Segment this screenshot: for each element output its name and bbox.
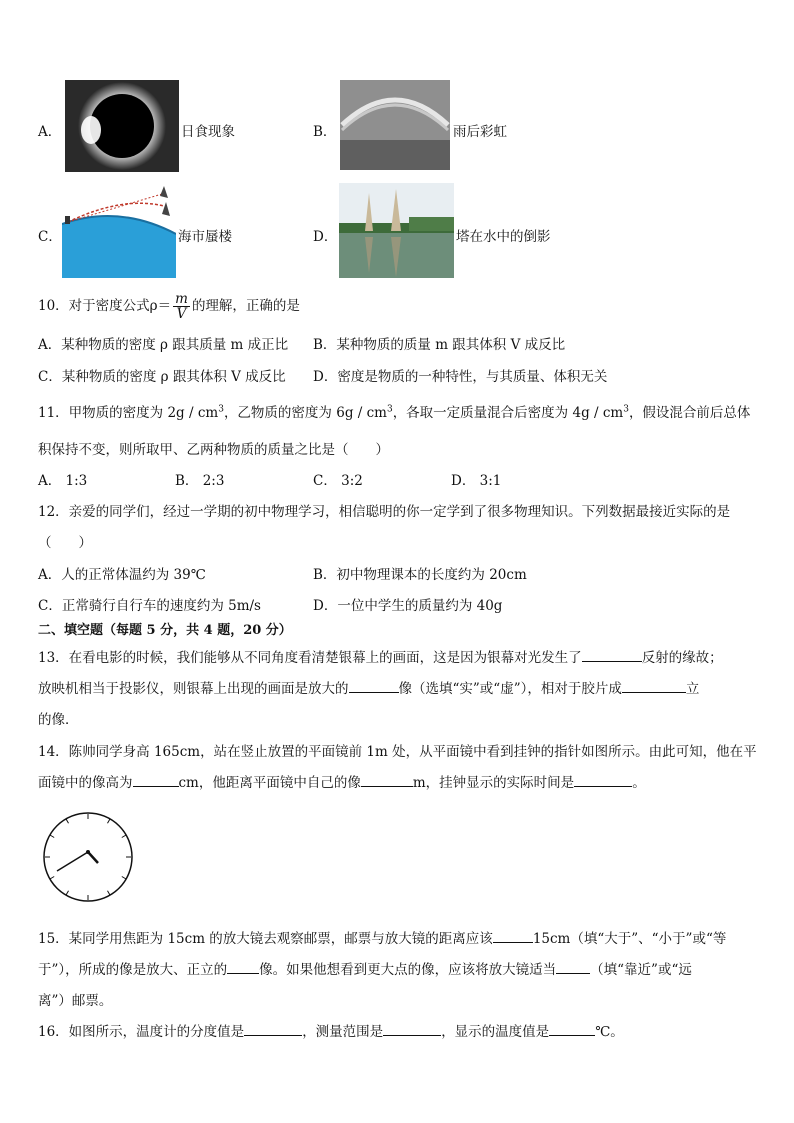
q14-text-2b: cm，他距离平面镜中自己的像 [178,775,361,791]
q13-text-1b: 反射的缘故； [641,650,723,666]
q14-text-2c: m，挂钟显示的实际时间是 [412,775,575,791]
question-13-line2 [38,677,699,697]
fraction-denominator: V [176,306,187,322]
q15-blank-1[interactable] [493,928,533,943]
q15-blank-2[interactable] [227,959,259,974]
q11-text-a: 11．甲物质的密度为 2g / cm [38,405,219,421]
q14-blank-3[interactable] [574,772,632,787]
q13-blank-3[interactable] [622,678,686,693]
tower-reflection-image [339,183,454,278]
option-d-label: 塔在水中的倒影 [456,229,551,245]
q15-text-2c: （填“靠近”或“远 [590,962,692,978]
q12-option-d: D．一位中学生的质量约为 40g [313,598,503,614]
q10-option-d: D．密度是物质的一种特性，与其质量、体积无关 [313,369,608,385]
question-12-stem-line2: （ ） [38,535,92,551]
q15-blank-3[interactable] [556,959,590,974]
option-b-letter: B． [313,124,337,140]
option-a-letter: A． [38,124,62,140]
q12-option-c: C．正常骑行自行车的速度约为 5m/s [38,598,261,614]
q10-prefix: 10．对于密度公式ρ＝ [38,298,172,314]
q13-blank-1[interactable] [582,647,642,662]
solar-eclipse-image [65,80,179,172]
question-15-line1 [38,927,726,947]
q15-text-2a: 于”），所成的像是放大、正立的 [38,962,228,978]
q16-text-b: ，测量范围是 [302,1024,384,1040]
q16-blank-2[interactable] [383,1021,441,1036]
q14-text-2a: 面镜中的像高为 [38,775,133,791]
q10-option-a: A．某种物质的密度 ρ 跟其质量 m 成正比 [38,337,289,353]
q11-sup-1: 3 [218,404,224,415]
question-13-line3: 的像． [38,712,79,728]
question-10-stem [38,292,300,321]
question-15-line3: 离”）邮票。 [38,993,113,1009]
q11-sup-3: 3 [623,404,629,415]
q10-suffix: 的理解，正确的是 [191,298,300,314]
q15-text-2b: 像。如果他想看到更大点的像，应该将放大镜适当 [259,962,557,978]
q11-option-c: C． 3:2 [313,473,363,489]
q10-option-b: B．某种物质的质量 m 跟其体积 V 成反比 [313,337,566,353]
q14-text-2d: 。 [632,775,646,791]
q15-text-1b: 15cm（填“大于”、“小于”或“等 [532,931,727,947]
question-14-line2 [38,771,646,791]
q13-text-2b: 像（选填“实”或“虚”），相对于胶片成 [398,681,622,697]
q14-blank-2[interactable] [361,772,413,787]
wall-clock-figure [41,810,135,904]
q16-text-d: ℃。 [595,1024,624,1040]
q11-option-d: D． 3:1 [451,473,502,489]
question-12-stem-line1: 12．亲爱的同学们，经过一学期的初中物理学习，相信聪明的你一定学到了很多物理知识。下列数据最接近实际的是 [38,504,731,520]
rainbow-image [340,80,450,170]
q11-text-b: ，乙物质的密度为 6g / cm [223,405,387,421]
q12-option-b: B．初中物理课本的长度约为 20cm [313,567,527,583]
q14-blank-1[interactable] [133,772,179,787]
question-13-line1 [38,646,723,666]
q16-blank-3[interactable] [549,1021,595,1036]
q13-text-2c: 立 [685,681,700,697]
option-d-letter: D． [313,229,338,245]
q11-text-d: ，假设混合前后总体 [628,405,751,421]
section-title: 二、填空题（每题 5 分，共 4 题，20 分） [38,623,292,638]
q11-option-b: B． 2:3 [175,473,225,489]
q13-blank-2[interactable] [349,678,399,693]
q16-text-c: ，显示的温度值是 [441,1024,550,1040]
option-c-letter: C． [38,229,62,245]
q13-text-1a: 13．在看电影的时候，我们能够从不同角度看清楚银幕上的画面，这是因为银幕对光发生了 [38,650,582,666]
q11-text-c: ，各取一定质量混合后密度为 4g / cm [392,405,624,421]
fraction-numerator: m [175,291,188,307]
q12-option-a: A．人的正常体温约为 39℃ [38,567,206,583]
q13-text-2a: 放映机相当于投影仪，则银幕上出现的画面是放大的 [38,681,349,697]
q11-option-a: A． 1:3 [38,473,88,489]
option-a-label: 日食现象 [181,124,235,140]
density-fraction [173,292,190,321]
question-15-line2 [38,958,692,978]
q16-text-a: 16．如图所示，温度计的分度值是 [38,1024,245,1040]
q15-text-1a: 15．某同学用焦距为 15cm 的放大镜去观察邮票，邮票与放大镜的距离应该 [38,931,493,947]
option-b-label: 雨后彩虹 [453,124,507,140]
question-16-line1 [38,1020,624,1040]
mirage-image [62,186,176,278]
q11-sup-2: 3 [386,404,393,415]
option-c-label: 海市蜃楼 [178,229,232,245]
q16-blank-1[interactable] [244,1021,302,1036]
question-14-line1: 14．陈帅同学身高 165cm，站在竖止放置的平面镜前 1m 处，从平面镜中看到挂钟的指针如图所示。由此可知，他在平 [38,744,757,760]
question-11-stem-line1 [38,401,750,421]
question-11-stem-line2: 积保持不变，则所取甲、乙两种物质的质量之比是（ ） [38,442,389,458]
q10-option-c: C．某种物质的密度 ρ 跟其体积 V 成反比 [38,369,286,385]
